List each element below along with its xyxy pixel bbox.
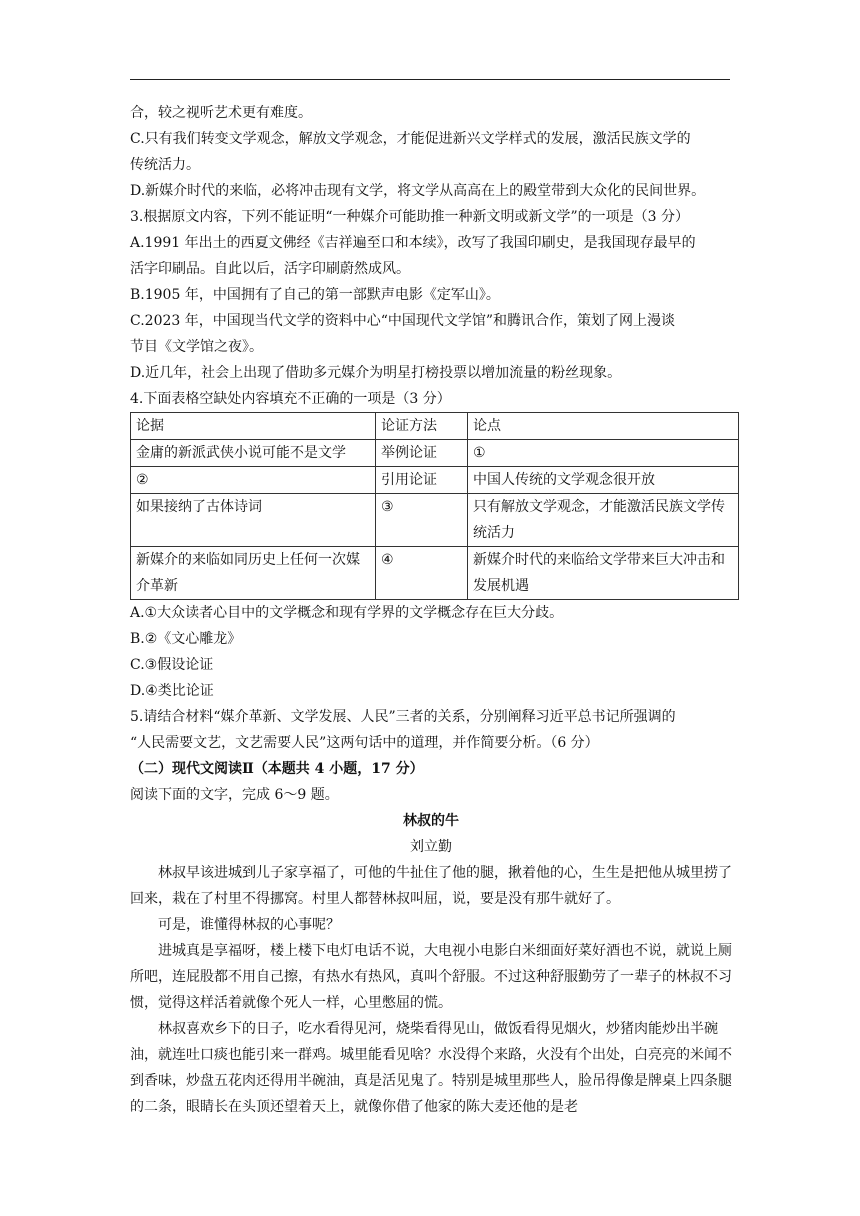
table-header: 论证方法 [376, 413, 468, 440]
table-cell: 如果接纳了古体诗词 [131, 494, 376, 547]
option-c: C.只有我们转变文学观念，解放文学观念，才能促进新兴文学样式的发展，激活民族文学的 [130, 131, 691, 147]
table-cell: ④ [376, 547, 468, 600]
q4-option-d: D.④类比论证 [130, 683, 214, 699]
table-cell: ② [131, 467, 376, 494]
story-title: 林叔的牛 [403, 813, 459, 829]
table-row [131, 467, 739, 494]
table-cell: ③ [376, 494, 468, 547]
paragraph: 可是，谁懂得林叔的心事呢？ [158, 917, 340, 933]
text-line: 活字印刷品。自此以后，活字印刷蔚然成风。 [130, 261, 410, 277]
text-line: 传统活力。 [130, 157, 200, 173]
argument-table [130, 412, 739, 600]
q3-option-a: A.1991 年出土的西夏文佛经《吉祥遍至口和本续》，改写了我国印刷史，是我国现存最早的 [130, 235, 696, 251]
table-cell: 中国人传统的文学观念很开放 [468, 467, 739, 494]
document-body [130, 100, 732, 1120]
paragraph: 林叔喜欢乡下的日子，吃水看得见河，烧柴看得见山，做饭看得见烟火，炒猪肉能炒出半碗油，就连吐口痰也能引来一群鸡。城里能看见啥？水没得个来路，火没有个出处，白亮亮的米闻不到香味，炒盘五花肉还得用半碗油，真是活见鬼了。特别是城里那些人，脸吊得像是牌桌上四条腿的二条，眼睛长在头顶还望着天上，就像你借了他家的陈大麦还他的是老 [130, 1021, 732, 1115]
section-heading: （二）现代文阅读Ⅱ（本题共 4 小题，17 分） [130, 761, 424, 777]
reading-instruction: 阅读下面的文字，完成 6～9 题。 [130, 787, 339, 803]
table-cell: 只有解放文学观念，才能激活民族文学传统活力 [468, 494, 739, 547]
question-3: 3.根据原文内容，下列不能证明“一种媒介可能助推一种新文明或新文学”的一项是（3 分） [130, 209, 690, 225]
text-line: “人民需要文艺，文艺需要人民”这两句话中的道理，并作简要分析。（6 分） [130, 735, 599, 751]
paragraph: 进城真是享福呀，楼上楼下电灯电话不说，大电视小电影白米细面好菜好酒也不说，就说上厕所吧，连屁股都不用自己擦，有热水有热风，真叫个舒服。不过这种舒服勤劳了一辈子的林叔不习惯，觉得这样活着就像个死人一样，心里憋屈的慌。 [130, 943, 732, 1011]
text-line: 合，较之视听艺术更有难度。 [130, 105, 312, 121]
q4-option-b: B.②《文心雕龙》 [130, 631, 242, 647]
q3-option-d: D.近几年，社会上出现了借助多元媒介为明星打榜投票以增加流量的粉丝现象。 [130, 365, 622, 381]
table-row [131, 494, 739, 547]
q4-option-a: A.①大众读者心目中的文学概念和现有学界的文学概念存在巨大分歧。 [130, 605, 564, 621]
table-header: 论据 [131, 413, 376, 440]
text-line: 节目《文学馆之夜》。 [130, 339, 263, 355]
question-4: 4.下面表格空缺处内容填充不正确的一项是（3 分） [130, 391, 451, 407]
table-row [131, 547, 739, 600]
q3-option-c: C.2023 年，中国现当代文学的资料中心“中国现代文学馆”和腾讯合作，策划了网上漫谈 [130, 313, 676, 329]
header-rule [130, 79, 730, 80]
table-header: 论点 [468, 413, 739, 440]
table-cell: 金庸的新派武侠小说可能不是文学 [131, 440, 376, 467]
table-cell: 新媒介时代的来临给文学带来巨大冲击和发展机遇 [468, 547, 739, 600]
table-header-row [131, 413, 739, 440]
table-cell: 举例论证 [376, 440, 468, 467]
table-cell: 引用论证 [376, 467, 468, 494]
table-row [131, 440, 739, 467]
option-d: D.新媒介时代的来临，必将冲击现有文学，将文学从高高在上的殿堂带到大众化的民间世界。 [130, 183, 706, 199]
question-5: 5.请结合材料“媒介革新、文学发展、人民”三者的关系，分别阐释习近平总书记所强调的 [130, 709, 676, 725]
paragraph: 林叔早该进城到儿子家享福了，可他的牛扯住了他的腿，揪着他的心，生生是把他从城里捞了回来，栽在了村里不得挪窝。村里人都替林叔叫屈，说，要是没有那牛就好了。 [130, 865, 732, 907]
story-author: 刘立勤 [410, 839, 452, 855]
table-cell: 新媒介的来临如同历史上任何一次媒介革新 [131, 547, 376, 600]
q4-option-c: C.③假设论证 [130, 657, 214, 673]
q3-option-b: B.1905 年，中国拥有了自己的第一部默声电影《定军山》。 [130, 287, 500, 303]
table-cell: ① [468, 440, 739, 467]
